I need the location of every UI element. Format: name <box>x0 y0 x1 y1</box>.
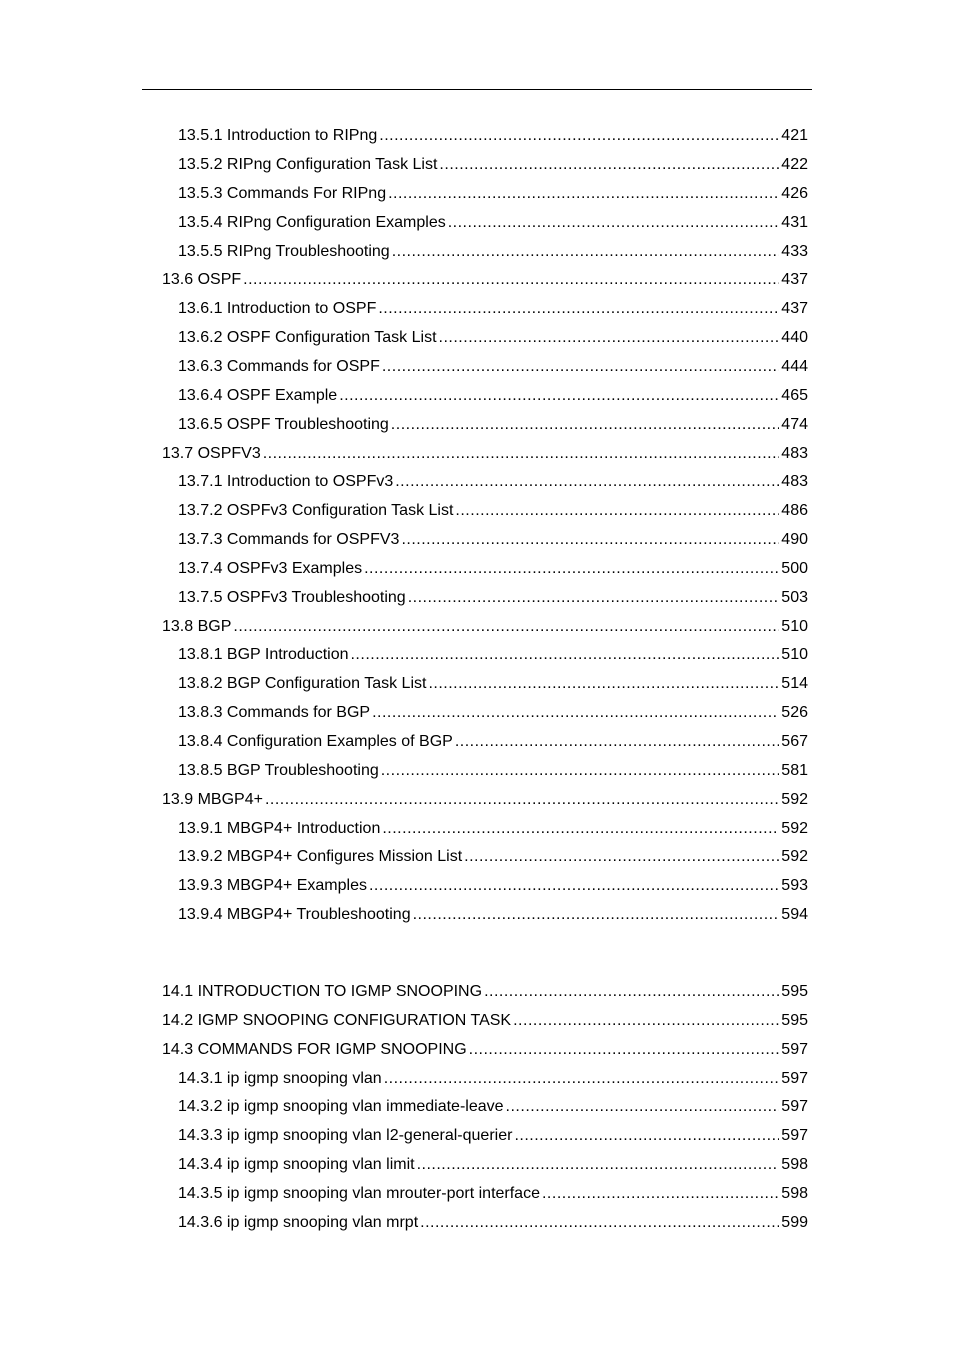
toc-entry-page: 503 <box>781 589 808 606</box>
dot-leader <box>382 357 779 377</box>
toc-entry-title: 13.8.1 BGP Introduction <box>178 646 349 663</box>
toc-entry[interactable] <box>178 353 808 377</box>
toc-entry[interactable] <box>178 382 808 406</box>
dot-leader <box>379 126 779 146</box>
toc-entry-page: 426 <box>781 185 808 202</box>
toc-entry-title: 13.7.5 OSPFv3 Troubleshooting <box>178 589 406 606</box>
toc-entry[interactable] <box>178 497 808 521</box>
dot-leader <box>464 847 779 867</box>
dot-leader <box>513 1011 779 1031</box>
toc-entry[interactable] <box>178 238 808 262</box>
toc-entry-page: 581 <box>781 762 808 779</box>
toc-entry-page: 437 <box>781 300 808 317</box>
toc-entry-page: 433 <box>781 243 808 260</box>
dot-leader <box>384 1069 780 1089</box>
toc-entry-title: 13.5.3 Commands For RIPng <box>178 185 387 202</box>
toc-entry-page: 486 <box>781 502 808 519</box>
toc-entry[interactable] <box>162 978 808 1002</box>
toc-entry-page: 592 <box>781 848 808 865</box>
header-rule <box>142 89 812 90</box>
toc-entry[interactable] <box>178 555 808 579</box>
dot-leader <box>263 444 780 464</box>
toc-entry[interactable] <box>178 324 808 348</box>
toc-entry-title: 13.6.5 OSPF Troubleshooting <box>178 416 389 433</box>
toc-entry[interactable] <box>178 670 808 694</box>
toc-entry-page: 500 <box>781 560 808 577</box>
toc-entry-title: 13.6.4 OSPF Example <box>178 387 338 404</box>
toc-entry-page: 598 <box>781 1156 808 1173</box>
dot-leader <box>382 819 779 839</box>
toc-entry-page: 437 <box>781 271 808 288</box>
toc-entry[interactable] <box>178 1209 808 1233</box>
toc-entry-page: 597 <box>781 1070 808 1087</box>
toc-entry-page: 526 <box>781 704 808 721</box>
toc-entry-title: 13.8.3 Commands for BGP <box>178 704 371 721</box>
toc-entry[interactable] <box>178 699 808 723</box>
dot-leader <box>391 415 780 435</box>
toc-entry[interactable] <box>162 440 808 464</box>
toc-entry[interactable] <box>162 266 808 290</box>
toc-entry-title: 13.7.4 OSPFv3 Examples <box>178 560 363 577</box>
toc-entry[interactable] <box>178 180 808 204</box>
toc-entry-page: 597 <box>781 1041 808 1058</box>
dot-leader <box>369 876 779 896</box>
toc-entry-page: 567 <box>781 733 808 750</box>
toc-entry-title: 13.5.4 RIPng Configuration Examples <box>178 214 446 231</box>
toc-entry-title: 13.9 MBGP4+ <box>162 791 263 808</box>
dot-leader <box>514 1126 779 1146</box>
toc-entry[interactable] <box>178 901 808 925</box>
dot-leader <box>413 905 780 925</box>
toc-entry-title: 14.3 COMMANDS FOR IGMP SNOOPING <box>162 1041 467 1058</box>
toc-entry-title: 13.9.4 MBGP4+ Troubleshooting <box>178 906 411 923</box>
dot-leader <box>455 732 779 752</box>
toc-entry-page: 599 <box>781 1214 808 1231</box>
toc-entry-title: 14.3.3 ip igmp snooping vlan l2-general-querier <box>178 1127 513 1144</box>
dot-leader <box>506 1097 780 1117</box>
dot-leader <box>364 559 779 579</box>
toc-entry-title: 13.6.1 Introduction to OSPF <box>178 300 377 317</box>
dot-leader <box>417 1155 780 1175</box>
toc-entry[interactable] <box>178 815 808 839</box>
toc-entry[interactable] <box>178 1093 808 1117</box>
dot-leader <box>243 270 779 290</box>
toc-entry[interactable] <box>178 295 808 319</box>
dot-leader <box>448 213 780 233</box>
toc-entry[interactable] <box>162 786 808 810</box>
toc-entry[interactable] <box>178 584 808 608</box>
dot-leader <box>408 588 780 608</box>
toc-entry-page: 595 <box>781 1012 808 1029</box>
toc-entry-page: 597 <box>781 1098 808 1115</box>
toc-entry[interactable] <box>178 1065 808 1089</box>
dot-leader <box>392 242 780 262</box>
toc-entry[interactable] <box>178 122 808 146</box>
toc-entry[interactable] <box>178 1151 808 1175</box>
dot-leader <box>469 1040 780 1060</box>
toc-entry-page: 444 <box>781 358 808 375</box>
dot-leader <box>455 501 779 521</box>
toc-entry[interactable] <box>178 411 808 435</box>
toc-entry-title: 14.3.2 ip igmp snooping vlan immediate-leave <box>178 1098 504 1115</box>
dot-leader <box>265 790 779 810</box>
toc-entry-title: 13.5.2 RIPng Configuration Task List <box>178 156 438 173</box>
toc-entry-title: 13.8.5 BGP Troubleshooting <box>178 762 379 779</box>
toc-entry-page: 422 <box>781 156 808 173</box>
toc-entry-title: 13.6 OSPF <box>162 271 242 288</box>
toc-entry-title: 13.9.3 MBGP4+ Examples <box>178 877 367 894</box>
toc-entry-title: 13.5.1 Introduction to RIPng <box>178 127 378 144</box>
toc-entry-page: 483 <box>781 473 808 490</box>
toc-entry-title: 13.9.1 MBGP4+ Introduction <box>178 820 381 837</box>
toc-entry[interactable] <box>178 641 808 665</box>
toc-entry[interactable] <box>178 843 808 867</box>
toc-entry-title: 13.7 OSPFV3 <box>162 445 261 462</box>
toc-entry-page: 490 <box>781 531 808 548</box>
toc-entry-page: 431 <box>781 214 808 231</box>
toc-entry-title: 13.8.2 BGP Configuration Task List <box>178 675 427 692</box>
dot-leader <box>388 184 779 204</box>
toc-entry-page: 593 <box>781 877 808 894</box>
toc-entry[interactable] <box>178 468 808 492</box>
dot-leader <box>372 703 779 723</box>
toc-entry-page: 465 <box>781 387 808 404</box>
toc-entry-title: 13.9.2 MBGP4+ Configures Mission List <box>178 848 463 865</box>
toc-entry-page: 514 <box>781 675 808 692</box>
toc-entry-title: 13.6.2 OSPF Configuration Task List <box>178 329 437 346</box>
dot-leader <box>395 472 779 492</box>
toc-entry-title: 14.1 INTRODUCTION TO IGMP SNOOPING <box>162 983 483 1000</box>
toc-entry-title: 13.7.1 Introduction to OSPFv3 <box>178 473 394 490</box>
toc-entry-title: 13.7.2 OSPFv3 Configuration Task List <box>178 502 454 519</box>
dot-leader <box>542 1184 779 1204</box>
toc-entry-page: 440 <box>781 329 808 346</box>
toc-entry-title: 14.3.5 ip igmp snooping vlan mrouter-port interface <box>178 1185 540 1202</box>
toc-entry-title: 13.8 BGP <box>162 618 232 635</box>
toc-entry-page: 510 <box>781 618 808 635</box>
toc-entry-page: 598 <box>781 1185 808 1202</box>
toc-entry-page: 594 <box>781 906 808 923</box>
toc-entry-title: 14.3.4 ip igmp snooping vlan limit <box>178 1156 415 1173</box>
toc-entry[interactable] <box>178 526 808 550</box>
toc-entry[interactable] <box>178 1180 808 1204</box>
dot-leader <box>233 617 779 637</box>
toc-entry[interactable] <box>162 1007 808 1031</box>
toc-entry[interactable] <box>178 151 808 175</box>
toc-entry-page: 597 <box>781 1127 808 1144</box>
toc-entry[interactable] <box>178 209 808 233</box>
toc-entry[interactable] <box>162 613 808 637</box>
toc-entry[interactable] <box>178 1122 808 1146</box>
dot-leader <box>350 645 779 665</box>
toc-entry-title: 13.8.4 Configuration Examples of BGP <box>178 733 453 750</box>
toc-entry-title: 13.6.3 Commands for OSPF <box>178 358 380 375</box>
toc-entry-page: 510 <box>781 646 808 663</box>
toc-entry-page: 592 <box>781 820 808 837</box>
toc-entry-page: 421 <box>781 127 808 144</box>
toc-entry[interactable] <box>178 728 808 752</box>
toc-entry[interactable] <box>162 1036 808 1060</box>
toc-entry-title: 13.5.5 RIPng Troubleshooting <box>178 243 390 260</box>
dot-leader <box>428 674 779 694</box>
dot-leader <box>381 761 780 781</box>
toc-entry-page: 483 <box>781 445 808 462</box>
dot-leader <box>339 386 779 406</box>
dot-leader <box>420 1213 779 1233</box>
dot-leader <box>378 299 779 319</box>
dot-leader <box>439 155 779 175</box>
toc-entry-page: 595 <box>781 983 808 1000</box>
toc-entry-title: 14.3.1 ip igmp snooping vlan <box>178 1070 382 1087</box>
toc-entry[interactable] <box>178 872 808 896</box>
dot-leader <box>439 328 780 348</box>
toc-entry-title: 13.7.3 Commands for OSPFV3 <box>178 531 400 548</box>
toc-entry-title: 14.2 IGMP SNOOPING CONFIGURATION TASK <box>162 1012 512 1029</box>
toc-entry-title: 14.3.6 ip igmp snooping vlan mrpt <box>178 1214 419 1231</box>
toc-entry-page: 592 <box>781 791 808 808</box>
toc-entry-page: 474 <box>781 416 808 433</box>
toc-entry[interactable] <box>178 757 808 781</box>
dot-leader <box>401 530 779 550</box>
dot-leader <box>484 982 779 1002</box>
